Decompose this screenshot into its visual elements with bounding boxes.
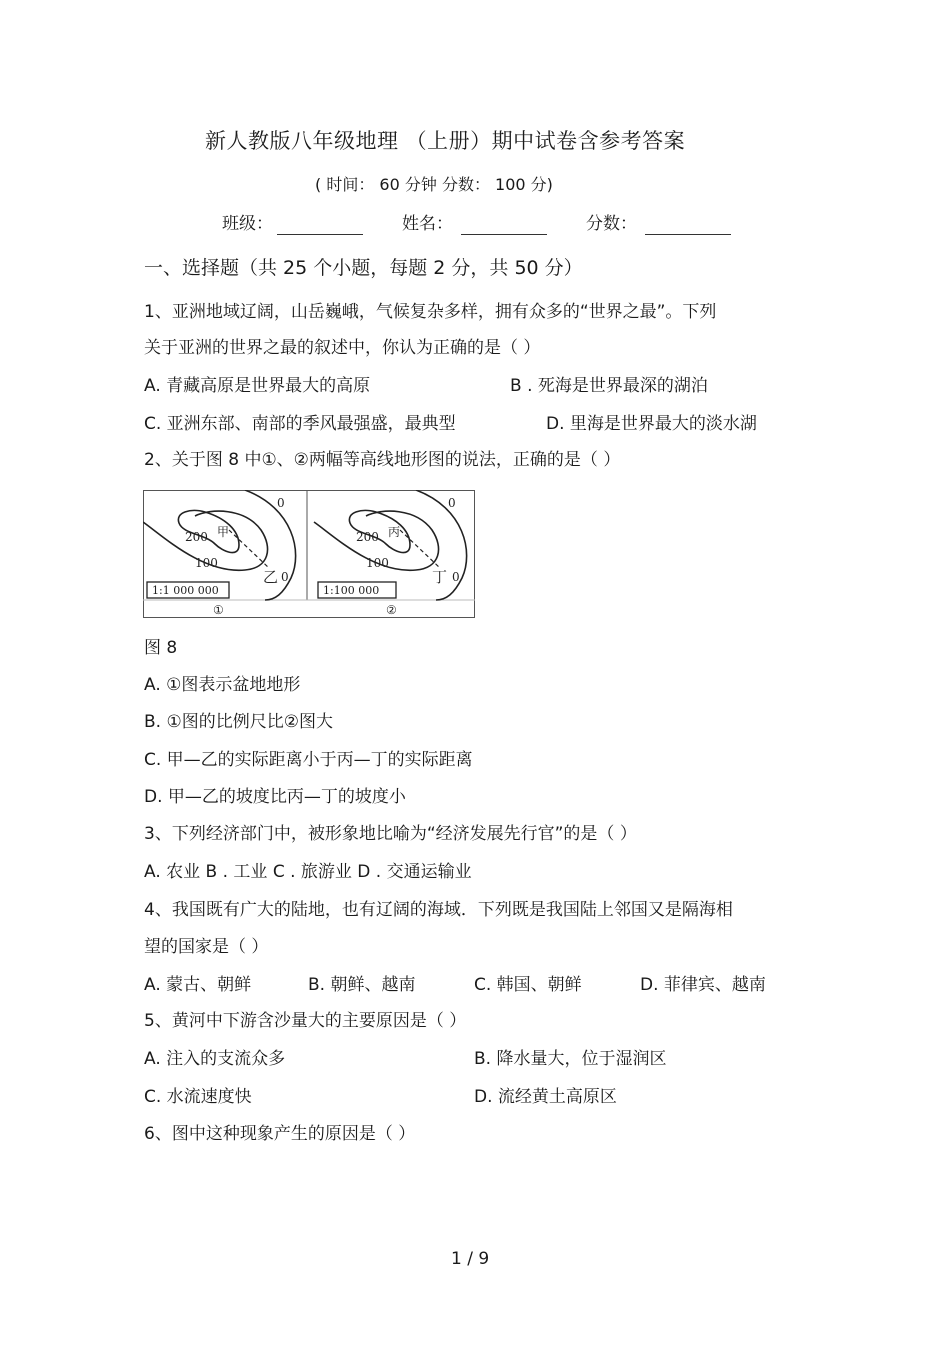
document-title: 新人教版八年级地理 （上册）期中试卷含参考答案 bbox=[205, 129, 686, 153]
page-number: 1 / 9 bbox=[451, 1249, 490, 1269]
q2-option-a: A. ①图表示盆地地形 bbox=[144, 675, 301, 695]
point-bing: 丙 bbox=[388, 525, 401, 539]
q1-option-d: D. 里海是世界最大的淡水湖 bbox=[546, 414, 757, 434]
contour-label-200: 200 bbox=[356, 530, 379, 544]
point-jia: 甲 bbox=[217, 525, 230, 539]
q3-options: A. 农业 B . 工业 C . 旅游业 D . 交通运输业 bbox=[144, 862, 472, 882]
q1-stem-line1: 1、亚洲地域辽阔，山岳巍峨，气候复杂多样，拥有众多的“世界之最”。下列 bbox=[144, 302, 717, 322]
contour-map-figure bbox=[143, 490, 475, 618]
contour-label-0-bottom: 0 bbox=[452, 570, 460, 584]
q3-stem: 3、下列经济部门中，被形象地比喻为“经济发展先行官”的是（ ） bbox=[144, 824, 637, 844]
q4-option-a: A. 蒙古、朝鲜 bbox=[144, 975, 252, 995]
q1-option-a: A. 青藏高原是世界最大的高原 bbox=[144, 376, 371, 396]
section-heading: 一、选择题（共 25 个小题，每题 2 分，共 50 分） bbox=[144, 257, 583, 279]
map-label-1: ① bbox=[213, 603, 224, 617]
scale-label-1: 1:1 000 000 bbox=[152, 584, 219, 597]
contour-label-200: 200 bbox=[185, 530, 208, 544]
map-label-2: ② bbox=[386, 603, 397, 617]
contour-label-0-top: 0 bbox=[277, 496, 285, 510]
q4-option-b: B. 朝鲜、越南 bbox=[308, 975, 416, 995]
q2-option-d: D. 甲—乙的坡度比丙—丁的坡度小 bbox=[144, 787, 406, 807]
q4-stem-line2: 望的国家是（ ） bbox=[144, 937, 269, 957]
class-label: 班级： bbox=[222, 214, 273, 234]
contour-label-0-bottom: 0 bbox=[281, 570, 289, 584]
q1-stem-line2: 关于亚洲的世界之最的叙述中，你认为正确的是（ ） bbox=[144, 338, 541, 358]
contour-label-100: 100 bbox=[366, 556, 389, 570]
point-ding: 丁 bbox=[432, 568, 448, 586]
class-blank[interactable] bbox=[277, 216, 363, 235]
name-blank[interactable] bbox=[461, 216, 547, 235]
score-blank[interactable] bbox=[645, 216, 731, 235]
q2-option-c: C. 甲—乙的实际距离小于丙—丁的实际距离 bbox=[144, 750, 473, 770]
contour-label-100: 100 bbox=[195, 556, 218, 570]
q1-option-c: C. 亚洲东部、南部的季风最强盛，最典型 bbox=[144, 414, 456, 434]
time-score-line: ( 时间： 60 分钟 分数： 100 分) bbox=[315, 175, 553, 194]
q5-option-d: D. 流经黄土高原区 bbox=[474, 1087, 617, 1107]
q1-option-b: B . 死海是世界最深的湖泊 bbox=[510, 376, 708, 396]
q5-option-a: A. 注入的支流众多 bbox=[144, 1049, 286, 1069]
q4-stem-line1: 4、我国既有广大的陆地，也有辽阔的海域．下列既是我国陆上邻国又是隔海相 bbox=[144, 900, 733, 920]
q6-stem: 6、图中这种现象产生的原因是（ ） bbox=[144, 1124, 416, 1144]
q5-option-b: B. 降水量大，位于湿润区 bbox=[474, 1049, 667, 1069]
score-field bbox=[586, 213, 731, 235]
point-yi: 乙 bbox=[263, 568, 279, 586]
contour-label-0-top: 0 bbox=[448, 496, 456, 510]
class-field bbox=[222, 213, 363, 235]
scale-label-2: 1:100 000 bbox=[323, 584, 380, 597]
q2-stem: 2、关于图 8 中①、②两幅等高线地形图的说法，正确的是（ ） bbox=[144, 450, 621, 470]
q4-option-c: C. 韩国、朝鲜 bbox=[474, 975, 582, 995]
name-label: 姓名： bbox=[402, 214, 453, 234]
score-label: 分数： bbox=[586, 214, 637, 234]
figure-caption: 图 8 bbox=[144, 638, 178, 658]
q2-option-b: B. ①图的比例尺比②图大 bbox=[144, 712, 333, 732]
name-field bbox=[402, 213, 547, 235]
q5-option-c: C. 水流速度快 bbox=[144, 1087, 252, 1107]
q5-stem: 5、黄河中下游含沙量大的主要原因是（ ） bbox=[144, 1011, 467, 1031]
q4-option-d: D. 菲律宾、越南 bbox=[640, 975, 766, 995]
